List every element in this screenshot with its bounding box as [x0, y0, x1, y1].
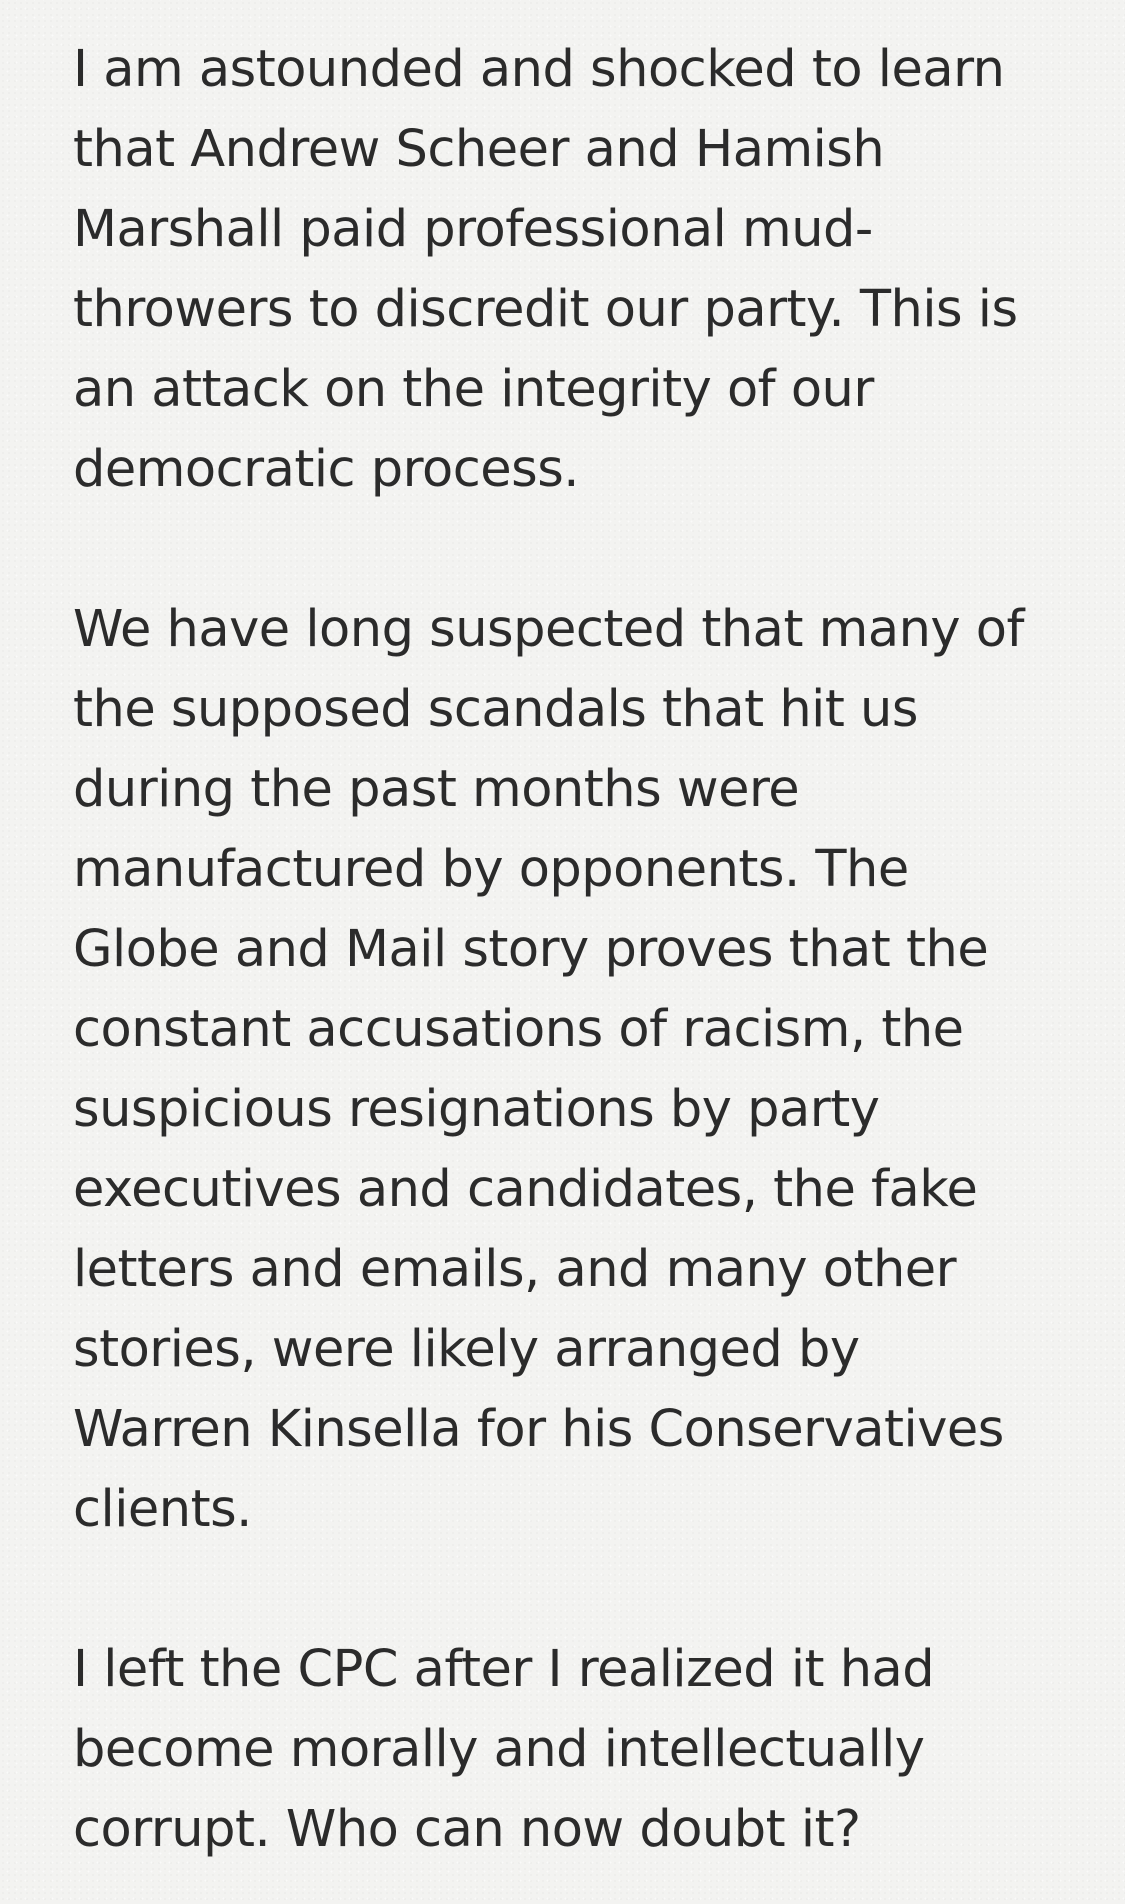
- paragraph-1: [73, 30, 1083, 510]
- note-body: [73, 30, 1083, 1870]
- text-line: Warren Kinsella for his Conservatives: [73, 1400, 1004, 1459]
- paragraph-2: [73, 590, 1083, 1550]
- text-line: I am astounded and shocked to learn: [73, 40, 1005, 99]
- text-line: stories, were likely arranged by: [73, 1320, 860, 1379]
- text-line: Globe and Mail story proves that the: [73, 920, 989, 979]
- text-line: constant accusations of racism, the: [73, 1000, 964, 1059]
- text-line: executives and candidates, the fake: [73, 1160, 978, 1219]
- text-line: We have long suspected that many of: [73, 600, 1024, 659]
- text-line: letters and emails, and many other: [73, 1240, 957, 1299]
- text-line: Marshall paid professional mud-: [73, 200, 873, 259]
- text-line: throwers to discredit our party. This is: [73, 280, 1018, 339]
- text-line: become morally and intellectually: [73, 1720, 925, 1779]
- text-line: democratic process.: [73, 440, 580, 499]
- paragraph-gap: [73, 1550, 1083, 1630]
- text-line: an attack on the integrity of our: [73, 360, 874, 419]
- text-line: that Andrew Scheer and Hamish: [73, 120, 885, 179]
- text-line: corrupt. Who can now doubt it?: [73, 1800, 861, 1859]
- text-line: clients.: [73, 1480, 252, 1539]
- text-line: I left the CPC after I realized it had: [73, 1640, 935, 1699]
- paragraph-gap: [73, 510, 1083, 590]
- text-line: the supposed scandals that hit us: [73, 680, 918, 739]
- paragraph-3: [73, 1630, 1083, 1870]
- text-line: during the past months were: [73, 760, 800, 819]
- text-line: suspicious resignations by party: [73, 1080, 880, 1139]
- text-line: manufactured by opponents. The: [73, 840, 909, 899]
